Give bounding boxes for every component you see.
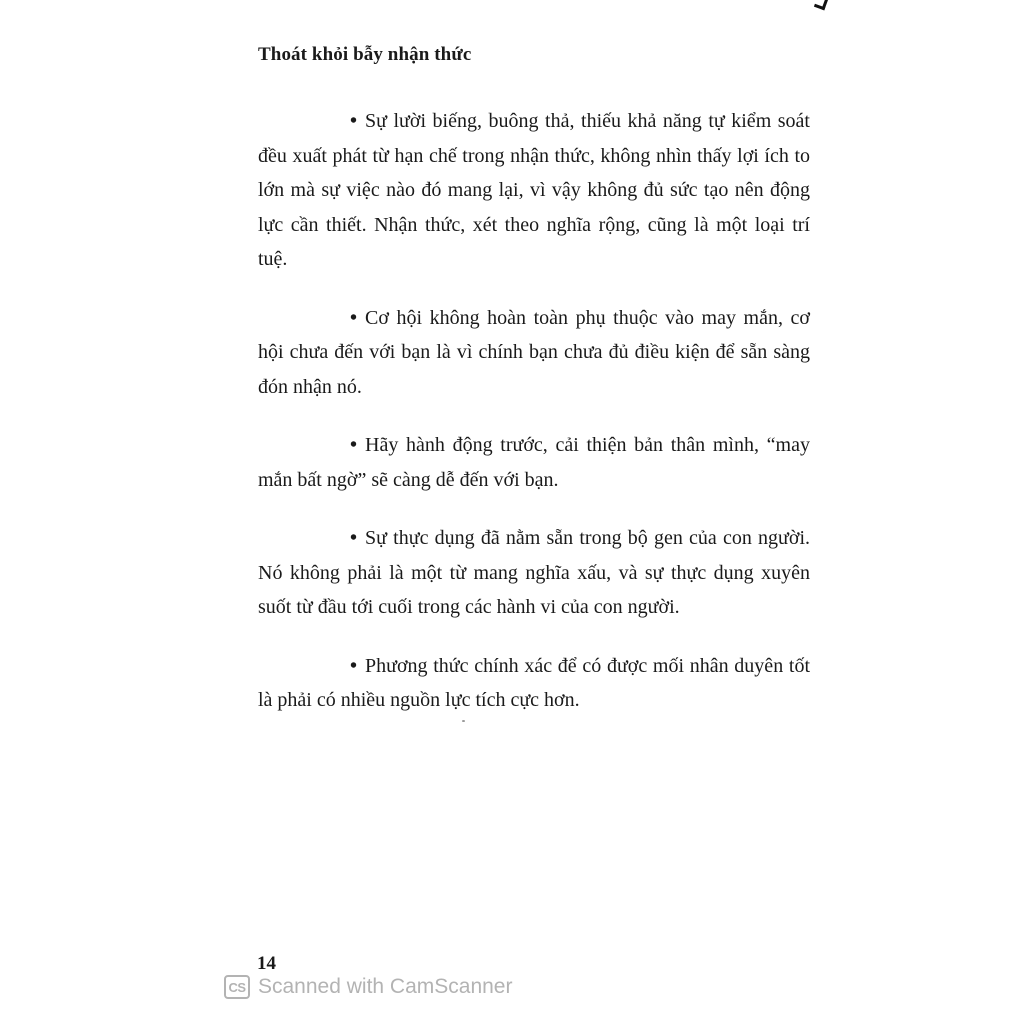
running-header: Thoát khỏi bẫy nhận thức	[258, 44, 472, 65]
bullet-icon: •	[350, 654, 358, 677]
bullet-icon: •	[350, 110, 358, 132]
page-body	[258, 104, 810, 742]
scan-speck	[462, 720, 465, 722]
paragraph-text: Phương thức chính xác để có được mối nhân duyên tốt là phải có nhiều nguồn lực tích cực hơn.	[258, 654, 810, 711]
paragraph-text: Sự thực dụng đã nằm sẵn trong bộ gen của con người. Nó không phải là một từ mang nghĩa xấu, và sự thực dụng xuyên suốt từ đầu tới cuối trong các hành vi của con người.	[258, 527, 810, 618]
camscanner-watermark	[224, 975, 512, 999]
bullet-paragraph	[258, 428, 810, 497]
paragraph-text: Cơ hội không hoàn toàn phụ thuộc vào may mắn, cơ hội chưa đến với bạn là vì chính bạn chưa đủ điều kiện để sẵn sàng đón nhận nó.	[258, 306, 810, 398]
bullet-icon: •	[350, 527, 358, 549]
paragraph-text: Sự lười biếng, buông thả, thiếu khả năng tự kiểm soát đều xuất phát từ hạn chế trong nhận thức, không nhìn thấy lợi ích to lớn mà sự việc nào đó mang lại, vì vậy không đủ sức tạo nên động lực cần thiết. Nhận thức, xét theo nghĩa rộng, cũng là một loại trí tuệ.	[258, 110, 810, 270]
bullet-icon: •	[350, 306, 358, 329]
bullet-paragraph	[258, 301, 810, 405]
camscanner-logo-icon: CS	[224, 975, 250, 999]
bullet-paragraph	[258, 649, 810, 718]
corner-mark	[814, 0, 828, 10]
page-number: 14	[257, 953, 276, 974]
bullet-paragraph	[258, 104, 810, 277]
paragraph-text: Hãy hành động trước, cải thiện bản thân mình, “may mắn bất ngờ” sẽ càng dễ đến với bạn.	[258, 434, 810, 491]
bullet-paragraph	[258, 521, 810, 625]
bullet-icon: •	[350, 434, 358, 456]
watermark-text: Scanned with CamScanner	[258, 975, 513, 998]
